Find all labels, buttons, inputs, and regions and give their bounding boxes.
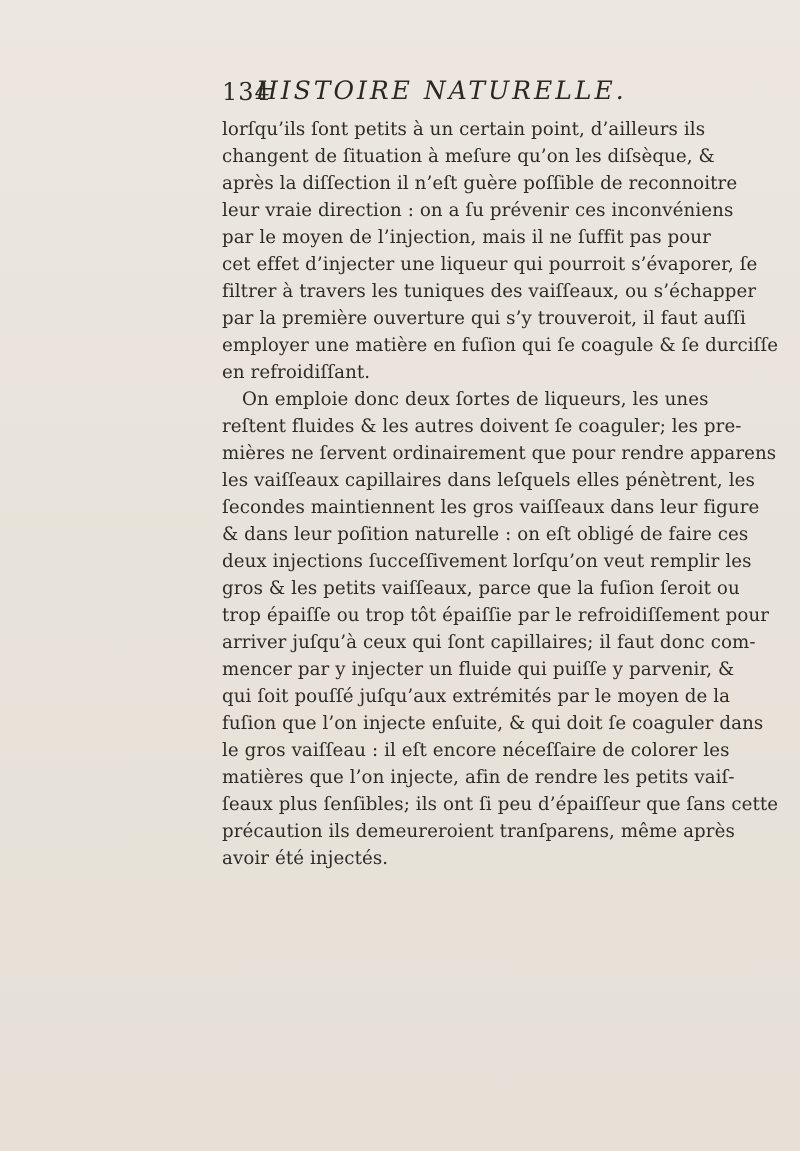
text-line: leur vraie direction : on a ſu prévenir ces inconvéniens: [222, 200, 734, 221]
text-line: matières que l’on injecte, afin de rendre les petits vaiſ-: [222, 767, 735, 788]
text-line: après la diſſection il n’eſt guère poſſible de reconnoitre: [222, 173, 738, 194]
text-line: avoir été injectés.: [222, 848, 389, 869]
text-line: deux injections ſucceſſivement lorſqu’on veut remplir les: [222, 551, 752, 572]
text-line: précaution ils demeureroient tranſparens, même après: [222, 821, 735, 842]
text-line: les vaiſſeaux capillaires dans leſquels elles pénètrent, les: [222, 470, 755, 491]
text-line: ſecondes maintiennent les gros vaiſſeaux dans leur figure: [222, 497, 760, 518]
text-line: On emploie donc deux ſortes de liqueurs, les unes: [242, 389, 709, 410]
text-line: gros & les petits vaiſſeaux, parce que la fuſion ſeroit ou: [222, 578, 740, 599]
text-line: mencer par y injecter un fluide qui puiſſe y parvenir, &: [222, 659, 735, 680]
text-line: le gros vaiſſeau : il eſt encore néceſſaire de colorer les: [222, 740, 730, 761]
text-line: trop épaiſſe ou trop tôt épaiſſie par le refroidiſſement pour: [222, 605, 770, 626]
text-line: par le moyen de l’injection, mais il ne ſuffit pas pour: [222, 227, 711, 248]
paragraph: [222, 116, 779, 386]
text-line: en refroidiſſant.: [222, 362, 371, 383]
page-number: 134: [222, 78, 271, 106]
text-line: lorſqu’ils ſont petits à un certain point, d’ailleurs ils: [222, 119, 706, 140]
paragraph: [222, 386, 779, 872]
text-line: ſeaux plus ſenſibles; ils ont ſi peu d’épaiſſeur que ſans cette: [222, 794, 779, 815]
text-line: cet effet d’injecter une liqueur qui pourroit s’évaporer, ſe: [222, 254, 758, 275]
body-text: [222, 116, 779, 872]
page-header: [222, 74, 662, 114]
text-line: arriver juſqu’à ceux qui ſont capillaires; il faut donc com-: [222, 632, 756, 653]
text-line: changent de ſituation à meſure qu’on les diſsèque, &: [222, 146, 715, 167]
text-line: mières ne ſervent ordinairement que pour rendre apparens: [222, 443, 777, 464]
running-title: HISTOIRE NATURELLE.: [256, 76, 627, 105]
text-line: reſtent fluides & les autres doivent ſe coaguler; les pre-: [222, 416, 742, 437]
text-line: qui ſoit pouſſé juſqu’aux extrémités par le moyen de la: [222, 686, 731, 707]
text-line: & dans leur poſition naturelle : on eſt obligé de faire ces: [222, 524, 749, 545]
text-line: employer une matière en fuſion qui ſe coagule & ſe durciſſe: [222, 335, 779, 356]
text-line: par la première ouverture qui s’y trouveroit, il faut auſſi: [222, 308, 746, 329]
text-line: filtrer à travers les tuniques des vaiſſeaux, ou s’échapper: [222, 281, 757, 302]
text-line: fuſion que l’on injecte enſuite, & qui doit ſe coaguler dans: [222, 713, 764, 734]
